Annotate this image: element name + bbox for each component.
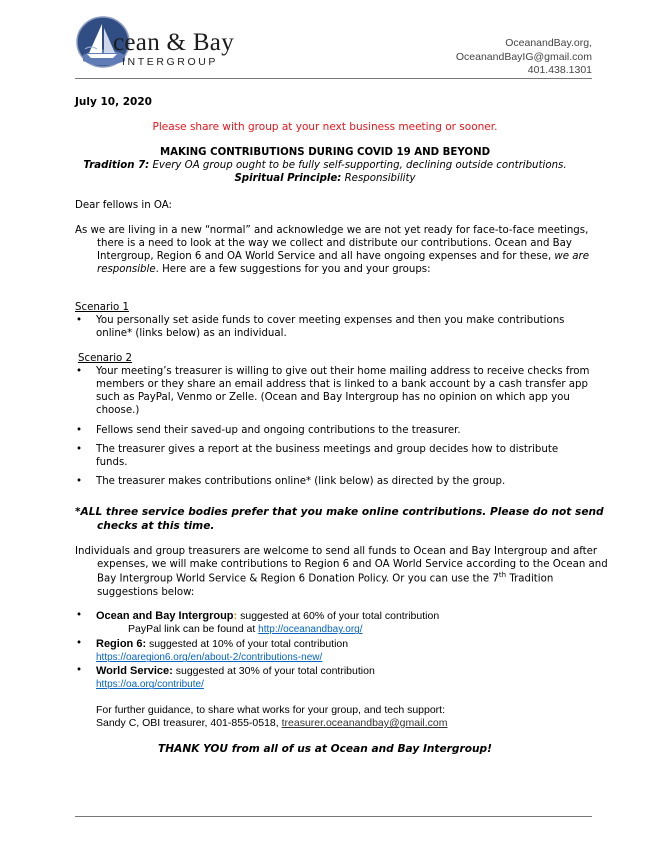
world-service-link[interactable]: https://oa.org/contribute/	[96, 679, 204, 691]
recipient-item	[75, 664, 590, 692]
paypal-prefix: PayPal link can be found at	[128, 623, 259, 636]
tradition-line	[0, 159, 650, 172]
contact-block	[456, 37, 592, 78]
contact-email: OceanandBayIG@gmail.com	[455, 50, 592, 63]
recipient-item	[75, 637, 590, 665]
intro-tail: . Here are a few suggestions for you and your groups:	[155, 264, 431, 276]
header-divider	[75, 78, 592, 79]
bullet-text: You personally set aside funds to cover meeting expenses and then you make contributions online* (links below) as an individual.	[96, 315, 565, 340]
bullet-icon: •	[76, 638, 83, 649]
scenario-1-title: Scenario 1	[75, 302, 130, 313]
superscript: th	[498, 571, 507, 580]
logo-wordmark: cean & Bay	[113, 29, 235, 56]
letter-date: July 10, 2020	[75, 96, 152, 108]
paypal-line	[96, 623, 590, 637]
share-notice: Please share with group at your next business meeting or sooner.	[152, 121, 498, 133]
intro-text: As we are living in a new “normal” and acknowledge we are not yet ready for face-to-face meetings, there is a need to look at the way we collect and distribute our contributions. Ocean and Bay Intergroup, Region 6 and OA World Service and all have ongoing expenses and for these,	[75, 225, 589, 263]
bullet-text: Fellows send their saved-up and ongoing contributions to the treasurer.	[96, 425, 461, 436]
bullet-text: The treasurer gives a report at the business meetings and group decides how to distribute funds.	[96, 444, 559, 469]
treasurer-text: Sandy C, OBI treasurer, 401-855-0518,	[96, 717, 282, 729]
guidance-line: For further guidance, to share what works for your group, and tech support:	[96, 704, 446, 716]
scenario-2-bullet	[75, 424, 590, 437]
region6-link[interactable]: https://oaregion6.org/en/about-2/contributions-new/	[96, 652, 323, 664]
principle-line	[0, 172, 650, 185]
recipient-name: Ocean and Bay Intergroup	[96, 610, 234, 622]
individuals-paragraph	[75, 545, 612, 599]
principle-text: Responsibility	[341, 173, 416, 184]
scenario-2-title: Scenario 2	[78, 353, 133, 364]
bullet-text: Your meeting’s treasurer is willing to give out their home mailing address to receive checks from members or they share an email address that is linked to a bank account by a cash transfer app such as PayPal, Venmo or Zelle. (Ocean and Bay Intergroup has no opinion on which app you choose.)	[96, 366, 590, 417]
treasurer-email-link[interactable]: treasurer.oceanandbay@gmail.com	[281, 717, 448, 729]
contact-phone: 401.438.1301	[527, 64, 592, 77]
recipient-name: Region 6:	[96, 638, 147, 650]
treasurer-line	[96, 717, 448, 730]
recipient-name: World Service:	[96, 665, 173, 677]
document-title: MAKING CONTRIBUTIONS DURING COVID 19 AND BEYOND	[159, 147, 491, 158]
bullet-icon: •	[76, 425, 83, 436]
scenario-2-bullet	[75, 365, 590, 417]
tradition-label: Tradition 7:	[83, 160, 150, 171]
logo-subtitle: INTERGROUP	[122, 56, 219, 68]
recipient-colon: :	[233, 610, 238, 622]
recipient-text: suggested at 10% of your total contribution	[146, 638, 349, 650]
bullet-icon: •	[76, 366, 83, 377]
scenario-2-bullet	[75, 475, 590, 488]
intro-italic: we are responsible	[97, 251, 589, 276]
footer-divider	[75, 816, 592, 817]
scenario-2-bullet	[75, 443, 590, 469]
bullet-icon: •	[76, 444, 83, 455]
principle-label: Spiritual Principle:	[234, 173, 342, 184]
bullet-icon: •	[76, 315, 83, 326]
greeting: Dear fellows in OA:	[75, 200, 172, 211]
recipient-text: suggested at 30% of your total contribution	[172, 665, 375, 677]
scenario-1-bullet	[75, 314, 590, 340]
oceanandbay-link[interactable]: http://oceanandbay.org/	[258, 624, 363, 636]
contact-website: OceanandBay.org,	[505, 37, 592, 49]
intro-paragraph	[75, 224, 612, 276]
bullet-icon: •	[76, 665, 83, 676]
bullet-icon: •	[76, 476, 83, 487]
online-note: *ALL three service bodies prefer that you make online contributions. Please do not send checks at this time.	[75, 506, 604, 532]
individuals-tail: Tradition suggestions below:	[97, 573, 554, 598]
bullet-icon: •	[76, 610, 83, 621]
individuals-text: Individuals and group treasurers are welcome to send all funds to Ocean and Bay Intergroup and after expenses, we will make contributions to Region 6 and OA World Service according to the Ocean and Bay Intergroup World Service & Region 6 Donation Policy. Or you can use the 7	[75, 546, 608, 585]
thank-you: THANK YOU from all of us at Ocean and Bay Intergroup!	[158, 743, 492, 755]
recipient-item	[75, 609, 590, 637]
recipient-text: suggested at 60% of your total contribution	[237, 610, 440, 622]
bullet-text: The treasurer makes contributions online* (link below) as directed by the group.	[96, 476, 506, 487]
tradition-text: Every OA group ought to be fully self-supporting, declining outside contributions.	[149, 160, 567, 171]
